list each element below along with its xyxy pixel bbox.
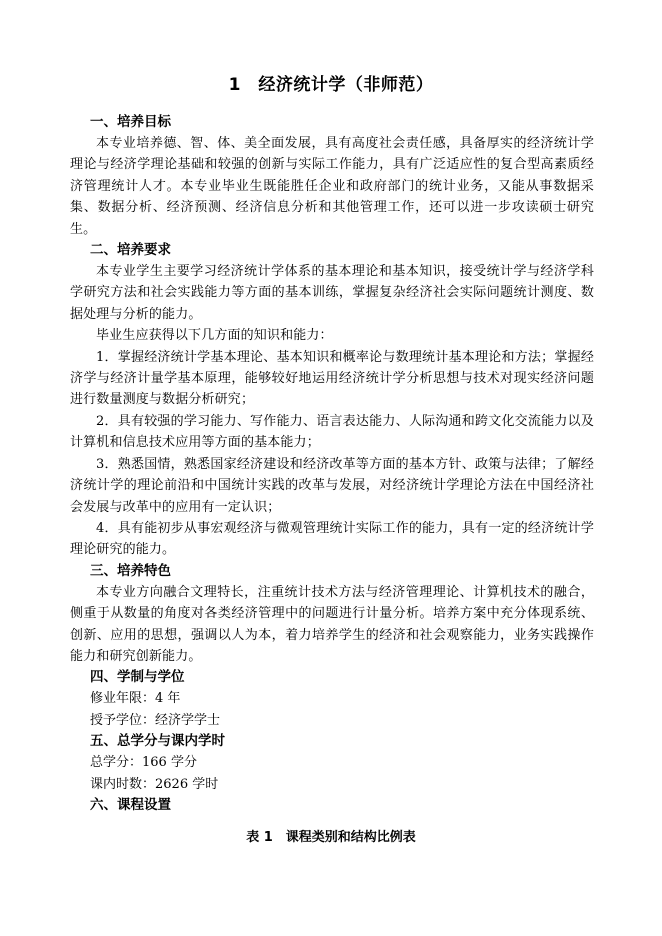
- degree-text: 授予学位：经济学学士: [90, 712, 221, 728]
- section-heading-credits-hours: 五、总学分与课内学时: [90, 733, 225, 750]
- paragraph-goals: 本专业培养德、智、体、美全面发展，具有高度社会责任感，具备厚实的经济统计学理论与经济学理论基础和较强的创新与实际工作能力，具有广泛适应性的复合型高素质经济管理统计人才。本专业毕业生既能胜任企业和政府部门的统计业务，又能从事数据采集、数据分析、经济预测、经济信息分析和其他管理工作，还可以进一步攻读硕士研究生。: [70, 136, 594, 237]
- paragraph-requirements: 本专业学生主要学习经济统计学体系的基本理论和基本知识，接受统计学与经济学科学研究方法和社会实践能力等方面的基本训练，掌握复杂经济社会实际问题统计测度、数据处理与分析的能力。: [70, 264, 594, 322]
- paragraph-requirements-intro: 毕业生应获得以下几方面的知识和能力：: [96, 328, 333, 344]
- section-heading-features: 三、培养特色: [90, 562, 171, 579]
- duration-text: 修业年限：4 年: [90, 691, 181, 707]
- requirement-item: 3．熟悉国情，熟悉国家经济建设和经济改革等方面的基本方针、政策与法律；了解经济统计学的理论前沿和中国统计实践的改革与发展，对经济统计学理论方法在中国经济社会发展与改革中的应用有一定认识；: [70, 456, 594, 515]
- section-heading-requirements: 二、培养要求: [90, 242, 171, 259]
- requirement-item: 4．具有能初步从事宏观经济与微观管理统计实际工作的能力，具有一定的经济统计学理论研究的能力。: [70, 520, 594, 558]
- section-heading-duration-degree: 四、学制与学位: [90, 669, 185, 686]
- document-title: 1 经济统计学（非师范）: [228, 75, 434, 95]
- hours-text: 课内时数：2626 学时: [90, 776, 219, 792]
- requirement-item: 1．掌握经济统计学基本理论、基本知识和概率论与数理统计基本理论和方法；掌握经济学与经济计量学基本原理，能够较好地运用经济统计学分析思想与技术对现实经济问题进行数量测度与数据分析研究；: [70, 349, 594, 408]
- paragraph-features: 本专业方向融合文理特长，注重统计技术方法与经济管理理论、计算机技术的融合，侧重于从数量的角度对各类经济管理中的问题进行计量分析。培养方案中充分体现系统、创新、应用的思想，强调以人为本，着力培养学生的经济和社会观察能力，业务实践操作能力和研究创新能力。: [70, 584, 594, 664]
- section-heading-courses: 六、课程设置: [90, 796, 171, 813]
- table-caption: 表 1 课程类别和结构比例表: [246, 830, 416, 845]
- section-heading-goals: 一、培养目标: [90, 114, 171, 130]
- document-body: [70, 112, 594, 816]
- requirement-item: 2．具有较强的学习能力、写作能力、语言表达能力、人际沟通和跨文化交流能力以及计算机和信息技术应用等方面的基本能力；: [70, 413, 594, 451]
- credits-text: 总学分：166 学分: [90, 755, 197, 771]
